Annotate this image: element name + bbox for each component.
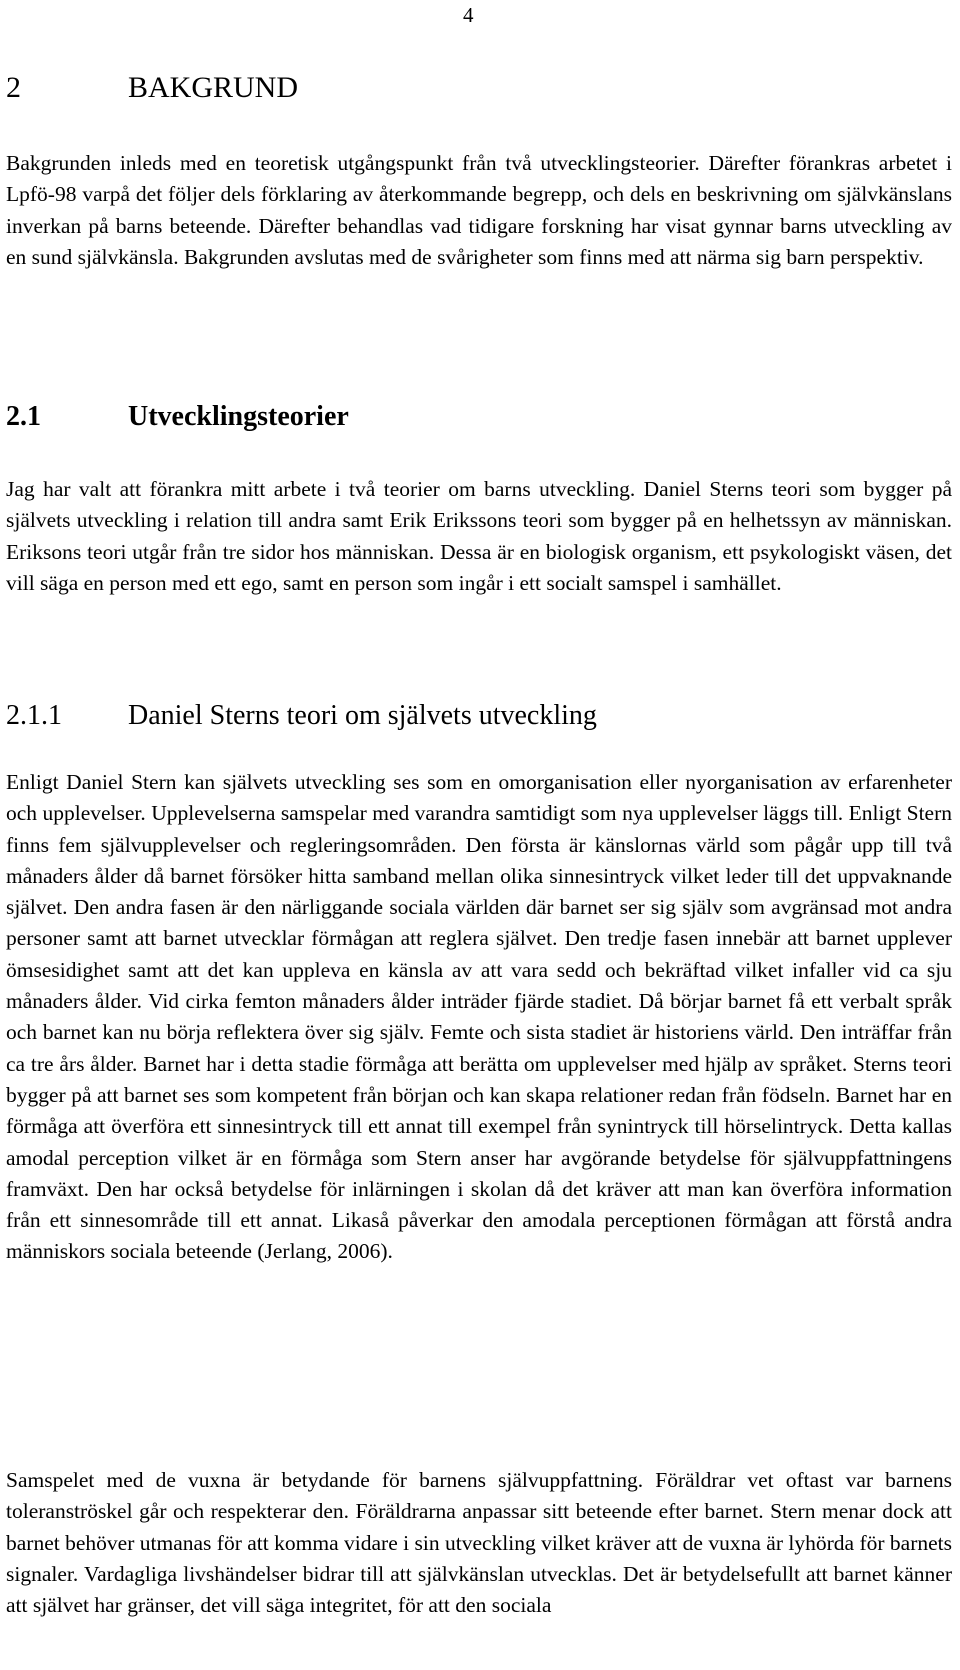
subsection-paragraph: Jag har valt att förankra mitt arbete i två teorier om barns utveckling. Daniel Sterns teori som bygger på självets utveckling i relation till andra samt Erik Erikssons teori som bygger på en helhetssyn av människan. Eriksons teori utgår från tre sidor hos människan. Dessa är en biologisk organism, ett psykologiskt väsen, det vill säga en person med ett ego, samt en person som ingår i ett socialt samspel i samhället. — [6, 477, 952, 595]
section-number: 2 — [6, 71, 21, 104]
subsection-number: 2.1 — [6, 401, 41, 432]
subsubsection-title: Daniel Sterns teori om självets utveckling — [128, 700, 597, 731]
section-heading — [6, 70, 298, 106]
subsection-heading — [6, 400, 349, 434]
subsection-title: Utvecklingsteorier — [128, 401, 349, 432]
page-number: 4 — [463, 3, 474, 27]
subsubsection-number: 2.1.1 — [6, 700, 62, 731]
section-title: BAKGRUND — [128, 71, 299, 104]
stern-paragraph-2: Samspelet med de vuxna är betydande för barnens självuppfattning. Föräldrar vet oftast var barnens toleranströskel går och respekterar den. Föräldrarna anpassar sitt beteende efter barnet. Stern menar dock att barnet behöver utmanas för att komma vidare i sin utveckling vilket kräver att de vuxna är lyhörda för barnets signaler. Vardagliga livshändelser bidrar till att självkänslan utvecklas. Det är betydelsefullt att barnet känner att självet har gränser, det vill säga integritet, för att den sociala — [6, 1468, 952, 1618]
stern-paragraph-1: Enligt Daniel Stern kan självets utveckling ses som en omorganisation eller nyorganisation av erfarenheter och upplevelser. Upplevelserna samspelar med varandra samtidigt som nya upplevelser läggs till. Enligt Stern finns fem självupplevelser och regleringsområden. Den första är känslornas värld som pågår upp till två månaders ålder då barnet försöker hitta samband mellan olika sinnesintryck vilket leder till det uppvaknande självet. Den andra fasen är den närliggande sociala världen där barnet ser sig själv som avgränsad mot andra personer samt att barnet utvecklar förmågan att reglera självet. Den tredje fasen innebär att barnet upplever ömsesidighet samt att det kan uppleva en känsla av att vara sedd och bekräftad vilket infaller vid ca sju månaders ålder. Vid cirka femton månaders ålder inträder fjärde stadiet. Då börjar barnet få ett verbalt språk och barnet kan nu börja reflektera över sig själv. Femte och sista stadiet är historiens värld. Den inträffar från ca tre års ålder. Barnet har i detta stadie förmåga att berätta om upplevelser med hjälp av språket. Sterns teori bygger på att barnet ses som kompetent från början och kan skapa relationer redan från födseln. Barnet har en förmåga att överföra ett sinnesintryck till ett annat till exempel från synintryck till hörselintryck. Detta kallas amodal perception vilket är en förmåga som Stern anser har avgörande betydelse för självuppfattningens framväxt. Den har också betydelse för inlärningen i skolan då det kräver att man kan överföra information från ett sinnesområde till ett annat. Likaså påverkar den amodala perceptionen förmågan att förstå andra människors sociala beteende (Jerlang, 2006). — [6, 770, 952, 1264]
subsubsection-heading — [6, 699, 597, 733]
section-intro-paragraph: Bakgrunden inleds med en teoretisk utgångspunkt från två utvecklingsteorier. Därefter förankras arbetet i Lpfö-98 varpå det följer dels förklaring av återkommande begrepp, och dels en beskrivning om självkänslans inverkan på barns beteende. Därefter behandlas vad tidigare forskning har visat gynnar barns utveckling av en sund självkänsla. Bakgrunden avslutas med de svårigheter som finns med att närma sig barn perspektiv. — [6, 151, 952, 269]
